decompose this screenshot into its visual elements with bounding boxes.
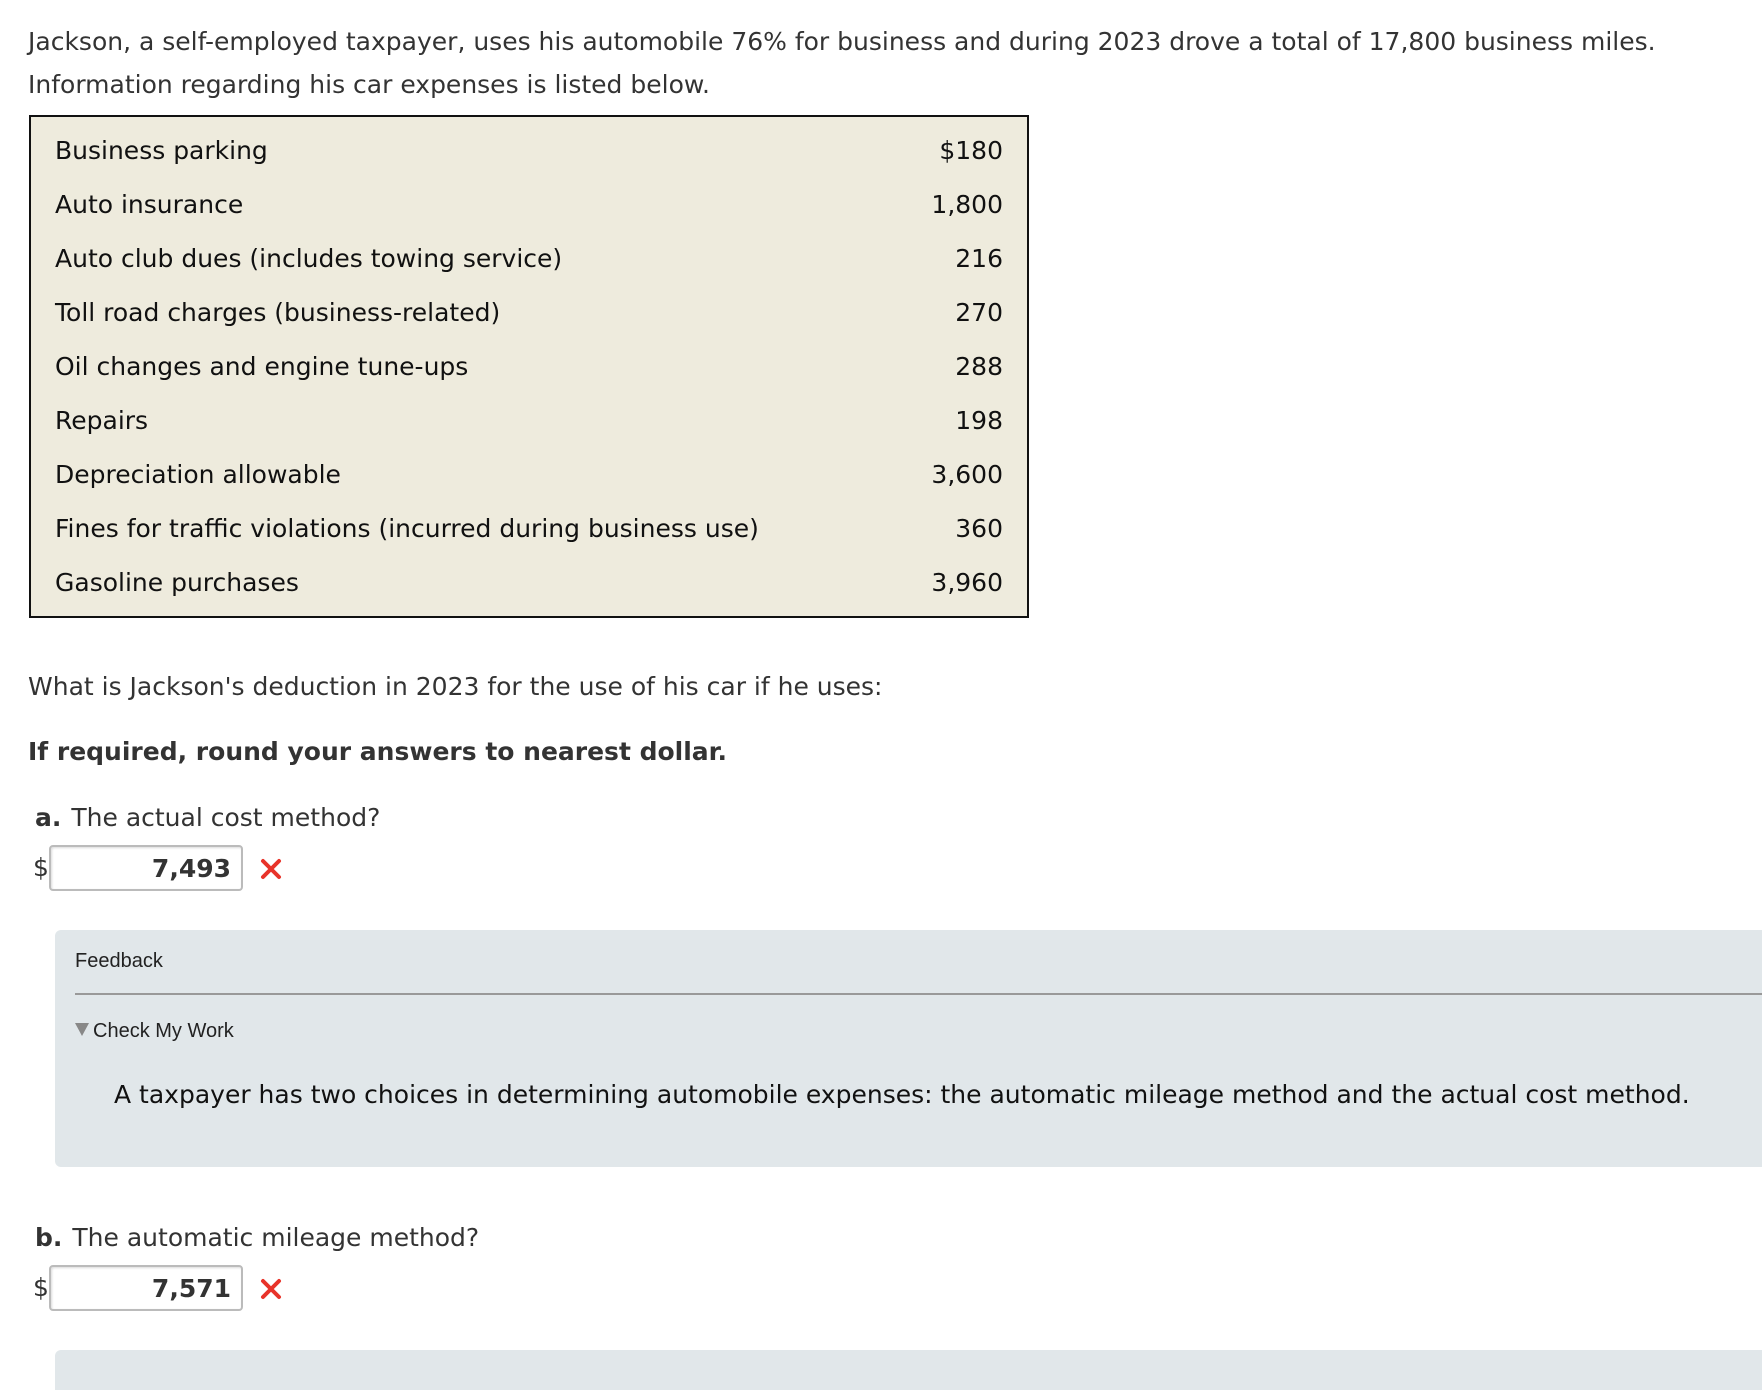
intro-line-2: Information regarding his car expenses is listed below. bbox=[28, 70, 710, 99]
expense-amount: 3,960 bbox=[931, 567, 1003, 597]
part-a-label bbox=[35, 803, 380, 832]
part-a-question: The actual cost method? bbox=[71, 803, 381, 832]
question-text: What is Jackson's deduction in 2023 for the use of his car if he uses: bbox=[28, 672, 883, 701]
expense-amount: 270 bbox=[955, 297, 1003, 327]
feedback-divider bbox=[75, 993, 1762, 995]
expense-row bbox=[31, 393, 1027, 447]
expense-label: Oil changes and engine tune-ups bbox=[55, 351, 469, 381]
part-b-question: The automatic mileage method? bbox=[72, 1223, 480, 1252]
expense-table bbox=[29, 115, 1029, 618]
check-my-work-toggle[interactable] bbox=[75, 1020, 234, 1043]
expense-amount: 360 bbox=[955, 513, 1003, 543]
feedback-panel bbox=[55, 930, 1762, 1167]
expense-label: Depreciation allowable bbox=[55, 459, 341, 489]
currency-symbol: $ bbox=[33, 853, 49, 882]
x-mark-icon bbox=[260, 1278, 282, 1300]
currency-symbol: $ bbox=[33, 1273, 49, 1302]
part-a-letter: a. bbox=[35, 803, 62, 832]
expense-label: Fines for traffic violations (incurred during business use) bbox=[55, 513, 759, 543]
feedback-title: Feedback bbox=[75, 950, 163, 972]
part-b-answer-input[interactable] bbox=[49, 1265, 243, 1311]
part-a-answer-input[interactable] bbox=[49, 845, 243, 891]
expense-row bbox=[31, 285, 1027, 339]
expense-label: Auto club dues (includes towing service) bbox=[55, 243, 563, 273]
intro-line-1: Jackson, a self-employed taxpayer, uses his automobile 76% for business and during 2023 drove a total of 17,800 business miles. bbox=[28, 27, 1656, 56]
expense-row bbox=[31, 555, 1027, 609]
check-my-work-label: Check My Work bbox=[93, 1020, 234, 1042]
expense-row bbox=[31, 339, 1027, 393]
rounding-instruction: If required, round your answers to nearest dollar. bbox=[28, 737, 727, 766]
expense-amount: 3,600 bbox=[931, 459, 1003, 489]
expense-label: Toll road charges (business-related) bbox=[55, 297, 501, 327]
expense-amount: 288 bbox=[955, 351, 1003, 381]
expense-label: Repairs bbox=[55, 405, 149, 435]
expense-label: Gasoline purchases bbox=[55, 567, 299, 597]
expense-row bbox=[31, 231, 1027, 285]
expense-amount: 216 bbox=[955, 243, 1003, 273]
expense-row bbox=[31, 501, 1027, 555]
feedback-panel-b bbox=[55, 1350, 1762, 1390]
problem-intro bbox=[28, 20, 1668, 106]
expense-row bbox=[31, 123, 1027, 177]
part-b-label bbox=[35, 1223, 479, 1252]
part-b-letter: b. bbox=[35, 1223, 63, 1252]
expense-row bbox=[31, 177, 1027, 231]
x-mark-icon bbox=[260, 858, 282, 880]
expense-label: Auto insurance bbox=[55, 189, 244, 219]
expense-amount: 198 bbox=[955, 405, 1003, 435]
caret-down-icon bbox=[75, 1023, 89, 1036]
expense-amount: 1,800 bbox=[931, 189, 1003, 219]
expense-label: Business parking bbox=[55, 135, 268, 165]
expense-amount: $180 bbox=[939, 135, 1003, 165]
feedback-text: A taxpayer has two choices in determining automobile expenses: the automatic mileage method and the actual cost method. bbox=[114, 1080, 1690, 1109]
expense-row bbox=[31, 447, 1027, 501]
